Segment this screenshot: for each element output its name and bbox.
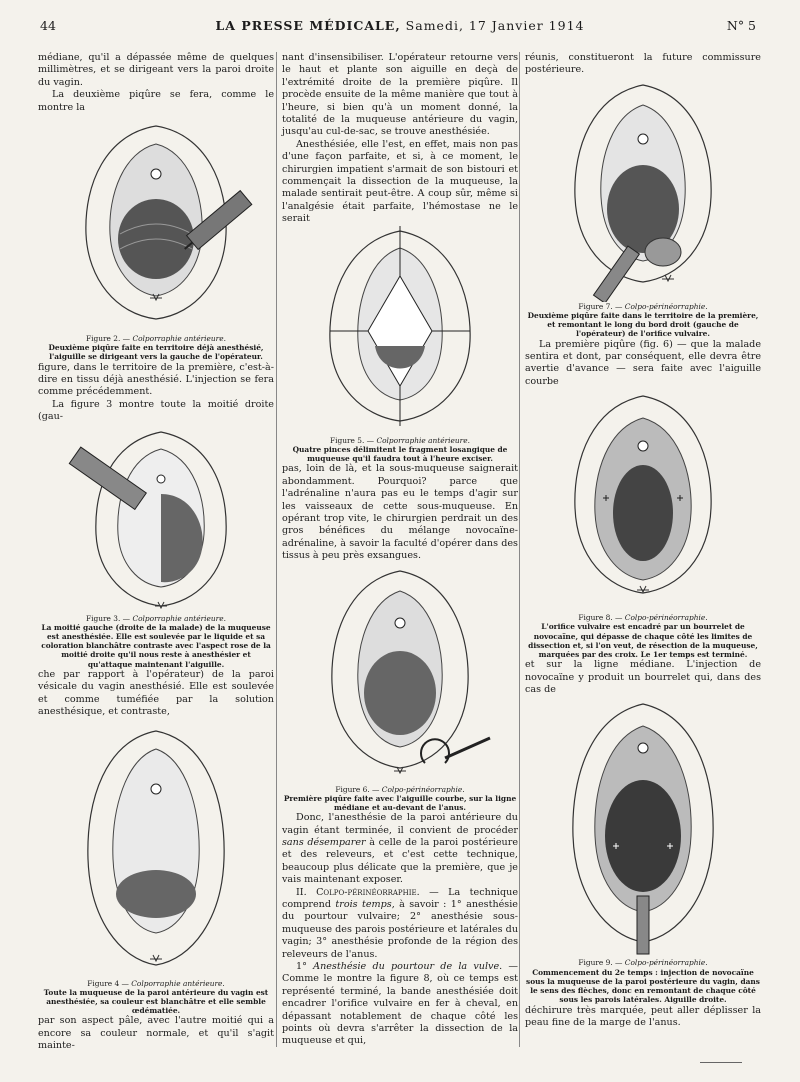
paragraph: La deuxième piqûre se fera, comme le montre la — [38, 89, 274, 113]
figure-8-label: Figure 8. — — [578, 613, 623, 623]
figure-8-title: Colpo-périnéorraphie. — [624, 613, 708, 623]
issue-date: Samedi, 17 Janvier 1914 — [405, 18, 585, 33]
figure-6-title: Colpo-périnéorraphie. — [381, 784, 465, 794]
figure-7-illustration — [543, 77, 743, 302]
column-rule-right — [519, 52, 520, 1047]
issue-number: N° 5 — [726, 18, 756, 33]
page-number: 44 — [40, 18, 56, 33]
figure-2-label: Figure 2. — — [86, 334, 131, 344]
paragraph — [282, 887, 518, 961]
paragraph: La première piqûre (fig. 6) — que la malade sentira et dont, par conséquent, elle devra être avertie d'avance — sera faite avec l'aiguille courbe — [525, 338, 761, 387]
figure-6-label: Figure 6. — — [335, 784, 380, 794]
paragraph: Anesthésiée, elle l'est, en effet, mais non pas d'une façon parfaite, et si, à ce moment, le chirurgien impatient s'armait de son bistouri et commençait la dissection de la muqueuse, la malade sentirait peut-être. A coup sûr, même si l'analgésie était parfaite, l'hémostase ne le serait — [282, 138, 518, 225]
text-run: , à savoir : 1° anesthésie du pourtour vulvaire; 2° anesthésie sous-muqueuse des parois postérieure et latérales du vagin; 3° anesthésie profonde de la région des releveurs de l'anus. — [282, 899, 518, 960]
figure-8-text: L'orifice vulvaire est encadré par un bourrelet de novocaïne, qui dépasse de chaque côté les limites de dissection et, si l'on veut, de résection de la muqueuse, marquées par des croix. Le 1er temps est terminé. — [528, 622, 758, 660]
page-header — [0, 18, 800, 38]
paragraph: médiane, qu'il a dépassée même de quelques millimètres, et se dirigeant vers la paroi droite du vagin. — [38, 52, 274, 88]
text-run: 1° — [296, 961, 314, 973]
paragraph: par son aspect pâle, avec l'autre moitié qui a encore sa couleur normale, et qu'il s'agit mainte- — [38, 1015, 274, 1052]
column-rule-left — [276, 52, 277, 1047]
text-run-italic: sans désemparer — [282, 836, 366, 848]
paragraph: La figure 3 montre toute la moitié droite (gau- — [38, 398, 274, 423]
paragraph: réunis, constitueront la future commissure postérieure. — [525, 52, 761, 76]
paragraph — [282, 812, 518, 886]
figure-4-text: Toute la muqueuse de la paroi antérieure du vagin est anesthésiée, sa couleur est blanchâtre et elle semble œdématiée. — [43, 987, 269, 1016]
figure-5-title: Colporraphie antérieure. — [376, 435, 470, 445]
figure-6-illustration — [300, 563, 500, 785]
paragraph: che par rapport à l'opérateur) de la paroi vésicale du vagin anesthésié. Elle est soulevée et comme tuméfiée par la solution anesthésique, et contraste, — [38, 668, 274, 718]
closing-rule — [700, 1062, 742, 1063]
figure-3-illustration — [56, 424, 256, 614]
figure-2-text: Deuxième piqûre faite en territoire déjà anesthésié, l'aiguille se dirigeant vers la gauche de l'opérateur. — [48, 343, 264, 362]
figure-4-illustration — [56, 719, 256, 979]
text-run: Donc, l'anesthésie de la paroi antérieure du vagin étant terminée, il convient de procéder — [282, 812, 518, 836]
text-run: — Comme le montre la figure 8, où ce temps est représenté terminé, la bande anesthésiée doit encadrer l'orifice vulvaire en fer à cheval, en dépassant notablement de chaque côté les points où devra s'arrêter la dissection de la muqueuse et qui, — [282, 961, 519, 1047]
figure-2-illustration — [56, 114, 256, 334]
figure-9-caption — [525, 958, 761, 1004]
figure-8-illustration — [543, 388, 743, 613]
figure-3-text: La moitié gauche (droite de la malade) de la muqueuse est anesthésiée. Elle est soulevée par le liquide et sa coloration blanchâtre contraste avec l'aspect rose de la moitié droite qu'il nous reste à anesthésier et qu'attaque maintenant l'aiguille. — [41, 622, 271, 669]
figure-6-text: Première piqûre faite avec l'aiguille courbe, sur la ligne médiane et au-devant de l'anus. — [283, 793, 517, 812]
figure-3-label: Figure 3. — — [86, 613, 131, 623]
figure-7-caption — [525, 302, 761, 339]
figure-3-caption — [38, 614, 274, 669]
figure-9-illustration — [543, 696, 743, 958]
figure-9-label: Figure 9. — — [578, 958, 623, 968]
figure-2-title: Colporraphie antérieure. — [132, 334, 226, 344]
paragraph: nant d'insensibiliser. L'opérateur retourne vers le haut et plante son aiguille en deçà de l'extrémité droite de la première piqûre. Il procède ensuite de la même manière que tout à l'heure, si bien qu'à un moment donné, la totalité de la muqueuse antérieure du vagin, jusqu'au cul-de-sac, se trouve anesthésiée. — [282, 52, 518, 138]
journal-name: LA PRESSE MÉDICALE, — [215, 18, 401, 33]
figure-6-caption — [282, 785, 518, 813]
journal-header — [0, 18, 800, 33]
figure-7-label: Figure 7. — — [578, 301, 623, 311]
figure-7-title: Colpo-périnéorraphie. — [624, 301, 708, 311]
figure-4-label: Figure 4 — — [87, 978, 129, 988]
column-1 — [38, 52, 274, 1053]
figure-5-caption — [282, 436, 518, 464]
column-2 — [282, 52, 518, 1048]
figure-4-caption — [38, 979, 274, 1016]
figure-3-title: Colporraphie antérieure. — [132, 613, 226, 623]
text-run-italic: trois temps — [335, 899, 392, 910]
figure-7-text: Deuxième piqûre faite dans le territoire de la première, et remontant le long du bord droit (gauche de l'opérateur) de l'orifice vulvaire. — [527, 311, 759, 339]
paragraph: pas, loin de là, et la sous-muqueuse saignerait abondamment. Pourquoi? parce que l'adrénaline n'aura pas eu le temps d'agir sur les vaisseaux de cette sous-muqueuse. En opérant trop vite, le chirurgien perdrait un des gros bénéfices du mélange novocaïne-adrénaline, à savoir la faculté d'opérer dans des tissus à peu près exsangues. — [282, 463, 518, 562]
figure-5-illustration — [300, 226, 500, 436]
figure-4-title: Colporraphie antérieure. — [131, 978, 225, 988]
paragraph — [282, 961, 518, 1048]
section-heading: II. Colpo-périnéorraphie. — [296, 886, 420, 898]
paragraph: déchirure très marquée, peut aller déplisser la peau fine de la marge de l'anus. — [525, 1004, 761, 1028]
figure-5-text: Quatre pinces délimitent le fragment losangique de muqueuse qu'il faudra tout à l'heure exciser. — [292, 444, 508, 464]
figure-2-caption — [38, 334, 274, 362]
figure-5-label: Figure 5. — — [330, 435, 375, 445]
column-3 — [525, 52, 761, 1029]
text-run: — La technique comprend — [282, 886, 518, 910]
paragraph: figure, dans le territoire de la première, c'est-à-dire en tissu déjà anesthésié. L'injection se fera comme précédemment. — [38, 361, 274, 398]
subsection-heading: Anesthésie du pourtour de la vulve. — [313, 961, 503, 973]
text-run: à celle de la paroi postérieure et des releveurs, et c'est cette technique, beaucoup plus délicate que la première, que je vais maintenant exposer. — [282, 836, 518, 886]
figure-9-text: Commencement du 2e temps : injection de novocaïne sous la muqueuse de la paroi postérieure du vagin, dans le sens des flèches, donc en remontant de chaque côté sous les parois latérales. Aiguille droite. — [526, 967, 760, 1005]
paragraph: et sur la ligne médiane. L'injection de novocaïne y produit un bourrelet qui, dans des cas de — [525, 659, 761, 696]
figure-9-title: Colpo-périnéorraphie. — [624, 958, 708, 968]
figure-8-caption — [525, 613, 761, 659]
